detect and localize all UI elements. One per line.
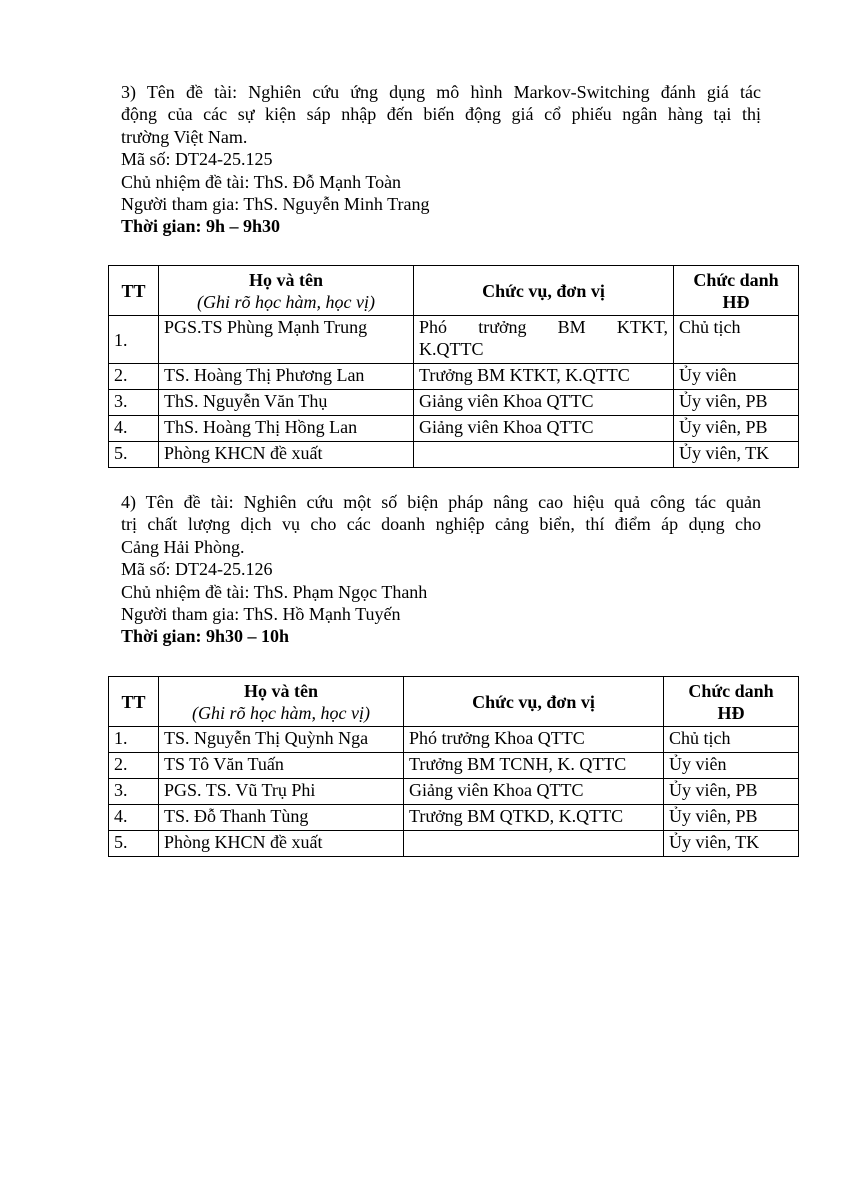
cell-role: Ủy viên, PB [664, 805, 799, 831]
topic-4-council-table [108, 676, 799, 857]
cell-tt: 4. [109, 416, 159, 442]
topic-4-title-line: trị chất lượng dịch vụ cho các doanh nghiệp cảng biển, thí điểm áp dụng cho [121, 514, 761, 535]
cell-role: Ủy viên [674, 364, 799, 390]
header-role-line2: HĐ [722, 291, 750, 312]
table-row [109, 779, 799, 805]
cell-position [414, 316, 674, 364]
cell-tt: 5. [109, 442, 159, 468]
topic-4-participant: Người tham gia: ThS. Hồ Mạnh Tuyến [121, 604, 401, 625]
cell-position: Phó trưởng Khoa QTTC [404, 727, 664, 753]
table-header-row [109, 677, 799, 727]
cell-name: TS Tô Văn Tuấn [159, 753, 404, 779]
cell-name: TS. Nguyễn Thị Quỳnh Nga [159, 727, 404, 753]
header-position: Chức vụ, đơn vị [404, 677, 664, 727]
header-role [674, 266, 799, 316]
cell-name: PGS. TS. Vũ Trụ Phi [159, 779, 404, 805]
topic-3-title-line: 3) Tên đề tài: Nghiên cứu ứng dụng mô hình Markov-Switching đánh giá tác [121, 82, 761, 102]
cell-tt: 1. [109, 727, 159, 753]
table-row [109, 805, 799, 831]
topic-4-title-line: 4) Tên đề tài: Nghiên cứu một số biện pháp nâng cao hiệu quả công tác quản [121, 492, 761, 512]
cell-tt: 2. [109, 364, 159, 390]
cell-tt: 4. [109, 805, 159, 831]
cell-name: TS. Hoàng Thị Phương Lan [159, 364, 414, 390]
table-row [109, 390, 799, 416]
header-name-note: (Ghi rõ học hàm, học vị) [197, 291, 375, 312]
topic-4-time: Thời gian: 9h30 – 10h [121, 626, 290, 647]
cell-name: Phòng KHCN đề xuất [159, 442, 414, 468]
cell-position: Trưởng BM KTKT, K.QTTC [414, 364, 674, 390]
header-tt: TT [109, 266, 159, 316]
cell-role: Ủy viên, PB [674, 390, 799, 416]
topic-3-info [121, 81, 761, 238]
cell-role: Ủy viên, PB [674, 416, 799, 442]
cell-position: Giảng viên Khoa QTTC [404, 779, 664, 805]
cell-position: Trưởng BM TCNH, K. QTTC [404, 753, 664, 779]
topic-4-info [121, 491, 761, 648]
cell-name: ThS. Hoàng Thị Hồng Lan [159, 416, 414, 442]
cell-name: TS. Đỗ Thanh Tùng [159, 805, 404, 831]
topic-3-council-table [108, 265, 799, 468]
cell-position: Giảng viên Khoa QTTC [414, 390, 674, 416]
table-header-row [109, 266, 799, 316]
header-role-line2: HĐ [717, 702, 745, 723]
table-row [109, 364, 799, 390]
cell-tt: 2. [109, 753, 159, 779]
header-role [664, 677, 799, 727]
header-name-label: Họ và tên [249, 269, 323, 290]
topic-4-code: Mã số: DT24-25.126 [121, 559, 273, 580]
header-name-note: (Ghi rõ học hàm, học vị) [192, 702, 370, 723]
topic-3-title [121, 81, 761, 148]
cell-tt: 3. [109, 390, 159, 416]
topic-3-leader: Chủ nhiệm đề tài: ThS. Đỗ Mạnh Toàn [121, 171, 402, 192]
cell-role: Ủy viên, PB [664, 779, 799, 805]
cell-position-line1: Phó trưởng BM KTKT, [419, 317, 668, 337]
cell-role: Ủy viên [664, 753, 799, 779]
cell-name: ThS. Nguyễn Văn Thụ [159, 390, 414, 416]
topic-4-title [121, 491, 761, 558]
header-role-line1: Chức danh [688, 680, 774, 701]
table-row [109, 442, 799, 468]
header-position: Chức vụ, đơn vị [414, 266, 674, 316]
cell-position [414, 442, 674, 468]
table-row [109, 831, 799, 857]
table-row [109, 416, 799, 442]
cell-tt: 1. [109, 316, 159, 364]
topic-3-title-line: động của các sự kiện sáp nhập đến biến động giá cổ phiếu ngân hàng tại thị [121, 104, 761, 125]
cell-tt: 5. [109, 831, 159, 857]
table-row [109, 316, 799, 364]
cell-role: Chủ tịch [674, 316, 799, 364]
cell-position [404, 831, 664, 857]
cell-role: Ủy viên, TK [674, 442, 799, 468]
cell-tt: 3. [109, 779, 159, 805]
cell-name: PGS.TS Phùng Mạnh Trung [159, 316, 414, 364]
header-name-label: Họ và tên [244, 680, 318, 701]
cell-name: Phòng KHCN đề xuất [159, 831, 404, 857]
cell-position: Giảng viên Khoa QTTC [414, 416, 674, 442]
cell-position: Trưởng BM QTKD, K.QTTC [404, 805, 664, 831]
cell-role: Ủy viên, TK [664, 831, 799, 857]
topic-3-title-line: trường Việt Nam. [121, 126, 248, 147]
topic-3-time: Thời gian: 9h – 9h30 [121, 216, 281, 237]
topic-3-code: Mã số: DT24-25.125 [121, 149, 273, 170]
header-name [159, 266, 414, 316]
cell-role: Chủ tịch [664, 727, 799, 753]
table-row [109, 753, 799, 779]
topic-4-title-line: Cảng Hải Phòng. [121, 536, 245, 557]
header-tt: TT [109, 677, 159, 727]
header-name [159, 677, 404, 727]
table-row [109, 727, 799, 753]
cell-position-line2: K.QTTC [419, 339, 484, 359]
topic-3-participant: Người tham gia: ThS. Nguyễn Minh Trang [121, 194, 430, 215]
header-role-line1: Chức danh [693, 269, 779, 290]
topic-4-leader: Chủ nhiệm đề tài: ThS. Phạm Ngọc Thanh [121, 581, 428, 602]
